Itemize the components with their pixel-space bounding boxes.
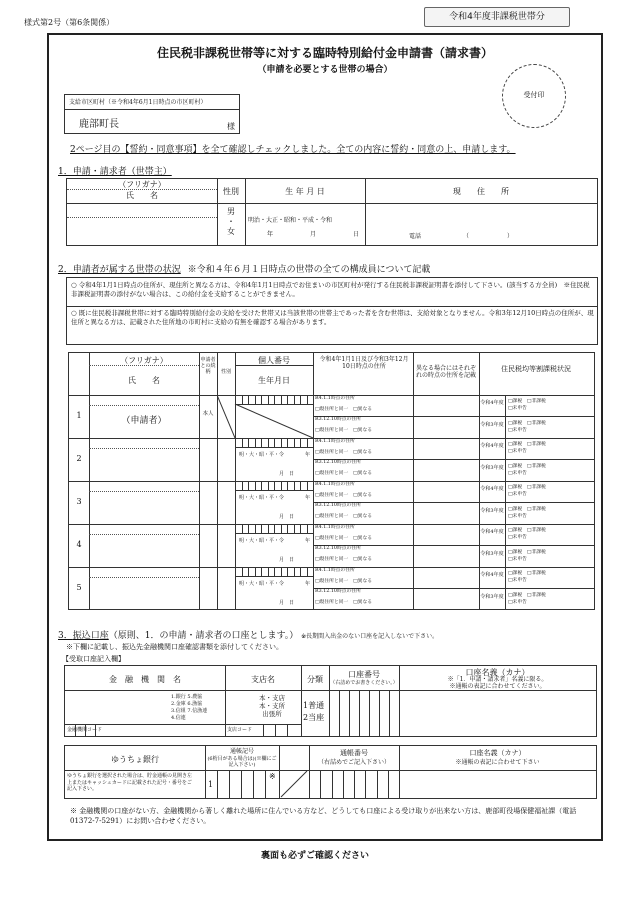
hh-tax-option-undeclared: □未申告 (508, 535, 527, 540)
hh-tax-option-taxed: □課税 □非課税 (508, 442, 546, 447)
hh-tax-option-undeclared: □未申告 (508, 513, 527, 519)
hh-row-number: 2 (76, 454, 82, 463)
section3-heading-main: 振込口座 (72, 631, 109, 641)
account-header: 口座番号 (348, 670, 380, 679)
note-1: ○ 令和4年1月1日時点の住所が、現住所と異なる方は、令和4年1月1日時点でお住まいの市区町村が発行する住民税非課税証明書を添付して下さい。(該当する方全員) ※住民税非課税証明書の添付がない場合は、この給付金を支給することができません。 (71, 281, 590, 298)
phone-label: 電話 (409, 233, 422, 240)
bank-type-kinko: 2.金庫 (171, 701, 186, 707)
hh-era-short: 明・大・昭・平・令 (239, 452, 285, 458)
birth-header: 生 年 月 日 (285, 187, 325, 196)
name-header: 氏 名 (126, 191, 158, 200)
hh-applicant-label: （申請者） (121, 416, 167, 426)
yucho-note: ゆうちょ銀行を選択された場合は、貯金通帳の見開き左上またはキャッシュカードに記載された記号・番号をご記入下さい。 (67, 773, 193, 792)
hh-relation-header: 申請者との続柄 (200, 357, 216, 375)
date-unit-day: 日 (352, 231, 359, 238)
holder-header: 口座名義（カナ） (465, 668, 530, 677)
section3-heading-note: ※長期間入出金のない口座を記入しないで下さい。 (301, 633, 439, 640)
hh-tax-year: 令和3年度 (480, 507, 504, 514)
hh-tax-year: 令和3年度 (480, 593, 504, 600)
era-options: 明治・大正・昭和・平成・令和 (248, 217, 333, 224)
hh-tax-option-taxed: □課税 □非課税 (508, 571, 546, 576)
yucho-asterisk: ※ (269, 772, 276, 781)
hh-monthday-units: 月 日 (279, 600, 295, 606)
municipality-label-note: （※令和4年6月1日時点の市区町村） (105, 99, 207, 106)
address-header: 現 住 所 (453, 187, 509, 196)
hh-tax-option-undeclared: □未申告 (508, 578, 527, 583)
municipality-label: 支給市区町村 (69, 99, 106, 106)
branch-type-honshisho: 本・支所 (259, 702, 285, 710)
hh-mynumber-header: 個人番号 (258, 356, 290, 365)
hh-addr-line: □現住所と同一 □異なる (315, 513, 373, 519)
hh-tax-option-taxed: □課税 □非課税 (508, 485, 546, 490)
yucho-header: ゆうちょ銀行 (111, 755, 159, 764)
bank-type-gyokyo: 6.漁協 (187, 701, 203, 707)
hh-addr-line: R4.1.1時点の住所 (315, 525, 355, 530)
hh-tax-option-undeclared: □未申告 (508, 427, 527, 433)
hh-addr-line: R3.12.10時点の住所 (315, 503, 361, 508)
hh-addr-line: □現住所と同一 □異なる (315, 406, 373, 412)
hh-tax-option-undeclared: □未申告 (508, 492, 527, 497)
hh-addr-line: R3.12.10時点の住所 (315, 589, 361, 594)
section1-table (66, 178, 598, 246)
hh-name-header: 氏 名 (128, 376, 160, 385)
hh-addr-line: □現住所と同一 □異なる (315, 556, 373, 562)
hh-address-when-header: 令和4年1月1日及び令和3年12月10日時点の住所 (319, 356, 409, 371)
municipality-honorific: 様 (227, 122, 235, 131)
hh-tax-option-taxed: □課税 □非課税 (508, 592, 546, 598)
sex-header: 性別 (223, 187, 239, 196)
hh-row-number: 3 (76, 497, 82, 506)
hh-tax-year: 令和4年度 (480, 443, 504, 449)
branch-code-label: 支店コード (227, 727, 253, 733)
hh-tax-year: 令和3年度 (480, 464, 504, 471)
section3-heading-prefix: 3． (58, 631, 73, 641)
hh-addr-line: R4.1.1時点の住所 (315, 439, 355, 444)
hh-year-unit: 年 (305, 581, 311, 587)
category-badge: 令和4年度非課税世帯分 (424, 7, 570, 27)
municipality-value: 鹿部町長 (79, 119, 119, 130)
bank-type-nokyo: 5.農協 (187, 694, 203, 700)
hh-tax-option-undeclared: □未申告 (508, 449, 527, 454)
sex-option-sep: ・ (227, 217, 235, 226)
yucho-num-sub: （右詰めでご記入下さい） (317, 759, 390, 766)
hh-addr-line: R3.12.10時点の住所 (315, 417, 361, 422)
section1-heading: 1．申請・請求者（世帯主） (58, 167, 172, 177)
section3-subheading: 【受取口座記入欄】 (62, 655, 125, 663)
form-number: 様式第2号（第6条関係） (24, 18, 115, 27)
branch-type-honshiten: 本・支店 (259, 694, 285, 702)
hh-addr-line: R4.1.1時点の住所 (315, 482, 355, 487)
hh-tax-option-undeclared: □未申告 (508, 470, 527, 476)
stamp-label: 受付印 (523, 91, 545, 99)
back-notice: 裏面も必ずご確認ください (260, 851, 369, 861)
hh-furigana-header: （フリガナ） (120, 356, 168, 365)
hh-tax-option-taxed: □課税 □非課税 (508, 463, 546, 469)
hh-addr-line: □現住所と同一 □異なる (315, 427, 373, 433)
pledge-text: 2ページ目の【誓約・同意事項】を全て確認しチェックしました。全ての内容に誓約・同意の上、申請します。 (70, 145, 516, 155)
hh-addr-line: □現住所と同一 □異なる (315, 470, 373, 476)
bank-table (64, 665, 597, 737)
section3-heading-rest: （原則、1．の申請・請求者の口座とします。） (108, 631, 299, 641)
hh-era-short: 明・大・昭・平・令 (239, 581, 285, 587)
branch-type-shutchojo: 出張所 (262, 710, 282, 718)
hh-tax-header: 住民税均等割課税状況 (501, 365, 571, 373)
phone-paren-open: （ (463, 233, 470, 240)
yucho-holder-note: ※通帳の表記に合わせて下さい (455, 759, 540, 766)
bank-type-shinkumi: 3.信組 (171, 708, 186, 714)
hh-era-short: 明・大・昭・平・令 (239, 495, 285, 501)
hh-addr-line: □現住所と同一 □異なる (315, 535, 373, 541)
hh-tax-year: 令和3年度 (480, 421, 504, 428)
hh-year-unit: 年 (305, 538, 311, 544)
hh-addr-line: R4.1.1時点の住所 (315, 568, 355, 573)
holder-note-2: ※通帳の表記に合わせてください。 (449, 683, 546, 690)
note-2: ○ 既に住民税非課税世帯に対する臨時特別給付金の支給を受けた世帯又は当該世帯の世帯主であった者を含む世帯は、支給対象となりません。令和3年12月10日時点の住所が、現住所と異なる方は、記載された住所地の市町村に支給の有無を確認する場合があります。 (71, 309, 594, 326)
hh-tax-option-taxed: □課税 □非課税 (508, 420, 546, 426)
hh-tax-year: 令和4年度 (480, 572, 504, 578)
hh-birth-header: 生年月日 (258, 376, 290, 385)
phone-paren-close: ） (507, 233, 514, 240)
hh-tax-option-undeclared: □未申告 (508, 556, 527, 562)
form-title: 住民税非課税世帯等に対する臨時特別給付金申請書（請求書） (156, 46, 493, 60)
hh-addr-line: □現住所と同一 □異なる (315, 599, 373, 605)
date-unit-month: 月 (309, 231, 316, 238)
account-sub: （右詰めでお書きください。） (330, 680, 398, 686)
form-subtitle: （申請を必要とする世帯の場合） (257, 65, 393, 75)
hh-addr-line: R3.12.10時点の住所 (315, 546, 361, 551)
municipality-box (64, 94, 240, 134)
hh-monthday-units: 月 日 (279, 471, 295, 477)
hh-addr-line: □現住所と同一 □異なる (315, 449, 373, 455)
date-unit-year: 年 (267, 231, 274, 238)
bank-code-label: 金融機関コード (67, 727, 103, 733)
hh-applicant-diagonal (217, 395, 314, 438)
hh-tax-option-taxed: □課税 □非課税 (508, 506, 546, 512)
hh-tax-option-undeclared: □未申告 (508, 406, 527, 411)
hh-tax-option-undeclared: □未申告 (508, 599, 527, 605)
hh-tax-year: 令和4年度 (480, 400, 504, 406)
section2-notes (66, 277, 598, 345)
hh-tax-option-taxed: □課税 □非課税 (508, 549, 546, 555)
hh-addr-line: R3.12.10時点の住所 (315, 460, 361, 465)
hh-year-unit: 年 (305, 495, 311, 501)
hh-sex-header: 性別 (220, 369, 231, 375)
yucho-slash (279, 770, 309, 798)
section2-heading: 2．申請者が属する世帯の状況 (58, 265, 181, 275)
hh-monthday-units: 月 日 (279, 557, 295, 563)
yucho-mark-header: 通帳記号 (229, 748, 254, 755)
hh-year-unit: 年 (305, 452, 311, 458)
bank-type-shinren: 4.信連 (171, 715, 186, 721)
hh-tax-year: 令和3年度 (480, 550, 504, 557)
hh-applicant-relation: 本人 (202, 411, 214, 417)
hh-row-number: 4 (76, 540, 82, 549)
bank-header: 金 融 機 関 名 (109, 675, 181, 684)
section3-instruction: ※下欄に記載し、振込先金融機関口座確認書類を添付してください。 (66, 643, 283, 651)
hh-era-short: 明・大・昭・平・令 (239, 538, 285, 544)
sex-option-male: 男 (227, 207, 235, 216)
yucho-table (64, 745, 597, 799)
yucho-mark-sub: (6桁目がある場合は)(※欄にご記入下さい) (207, 756, 277, 768)
hh-monthday-units: 月 日 (279, 514, 295, 520)
hh-tax-year: 令和4年度 (480, 529, 504, 535)
hh-tax-year: 令和4年度 (480, 486, 504, 492)
household-table (68, 352, 595, 610)
footer-note: ※ 金融機関の口座がない方、金融機関から著しく離れた場所に住んでいる方など、どうしても口座による受け取りが出来ない方は、鹿部町役場保健福祉課（電話01372-7-5291）にお問い合わせください。 (70, 807, 577, 826)
type-option-futsu: 1普通 (303, 701, 325, 710)
yucho-first-digit: 1 (208, 780, 214, 789)
hh-row-number: 1 (76, 411, 82, 420)
hh-addr-line: □現住所と同一 □異なる (315, 492, 373, 498)
type-option-toza: 2当座 (303, 713, 325, 722)
sex-option-female: 女 (227, 227, 235, 236)
hh-tax-option-taxed: □課税 □非課税 (508, 528, 546, 533)
holder-note-1: ※「1．申請・請求者」名義に限る。 (447, 676, 548, 683)
hh-address-diff-header: 異なる場合にはそれぞれの時点の住所を記載 (415, 365, 476, 380)
furigana-header: （フリガナ） (118, 180, 166, 189)
hh-tax-option-taxed: □課税 □非課税 (508, 399, 546, 404)
bank-type-shingyoren: 7.信漁連 (187, 708, 208, 714)
hh-addr-line: R4.1.1時点の住所 (315, 396, 355, 401)
section2-heading-note: ※令和４年６月１日時点の世帯の全ての構成員について記載 (187, 265, 431, 275)
reception-stamp-area (502, 64, 566, 128)
branch-header: 支店名 (251, 675, 275, 684)
hh-addr-line: □現住所と同一 □異なる (315, 578, 373, 584)
yucho-num-header: 通帳番号 (340, 749, 368, 757)
type-header: 分類 (307, 675, 323, 684)
yucho-holder-header: 口座名義（カナ） (469, 749, 526, 757)
bank-type-bank: 1.銀行 (171, 694, 186, 700)
hh-row-number: 5 (76, 583, 82, 592)
